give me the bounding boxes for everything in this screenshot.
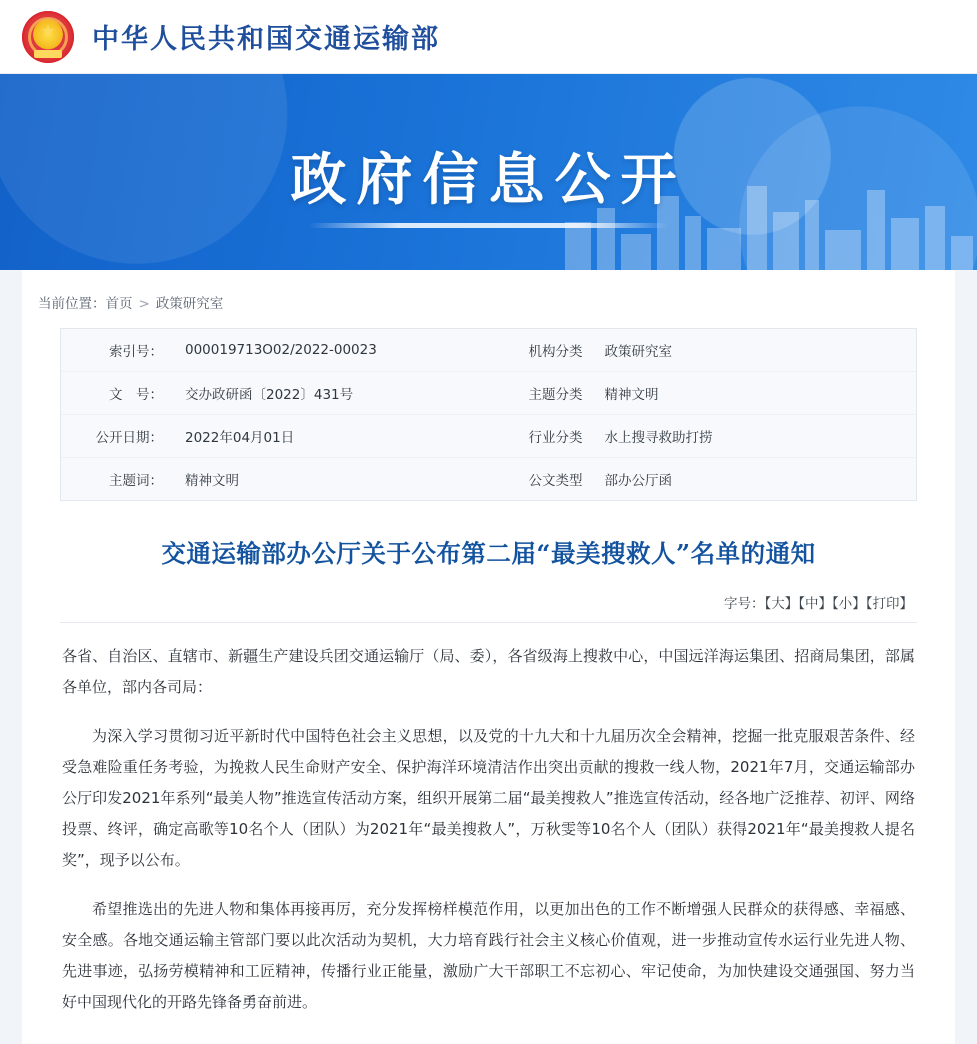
- document-meta-table: [60, 328, 917, 501]
- meta-label-doctype: 公文类型: [528, 473, 583, 489]
- fontsize-large-button[interactable]: 【大】: [764, 596, 799, 612]
- emblem-gear: [34, 50, 62, 58]
- print-button[interactable]: 【打印】: [865, 596, 913, 612]
- document-title: 交通运输部办公厅关于公布第二届“最美搜救人”名单的通知: [161, 539, 816, 568]
- ministry-name: 中华人民共和国交通运输部: [92, 24, 440, 55]
- breadcrumb-prefix: 当前位置：: [38, 296, 106, 312]
- meta-value-topic-class: 精神文明: [593, 372, 917, 415]
- national-emblem-icon: [22, 11, 74, 63]
- content-background: [0, 270, 977, 1044]
- meta-value-industry: 水上搜寻救助打捞: [593, 415, 917, 458]
- meta-label-keyword: 主题词：: [109, 473, 163, 489]
- breadcrumb-current: 政策研究室: [155, 296, 224, 312]
- meta-label-docnum: 文 号：: [61, 372, 173, 415]
- meta-value-index: 000019713O02/2022-00023: [173, 329, 497, 372]
- meta-value-docnum: 交办政研函〔2022〕431号: [173, 372, 497, 415]
- meta-value-doctype: 部办公厅函: [604, 473, 672, 489]
- fontsize-label: 字号：: [724, 596, 765, 612]
- meta-value-keyword: 精神文明: [185, 473, 239, 489]
- meta-label-org: 机构分类: [497, 329, 593, 372]
- meta-label-industry: 行业分类: [497, 415, 593, 458]
- content-divider: [60, 622, 917, 623]
- paragraph-body-1: 为深入学习贯彻习近平新时代中国特色社会主义思想，以及党的十九大和十九届历次全会精神，挖掘一批克服艰苦条件、经受急难险重任务考验，为挽救人民生命财产安全、保护海洋环境清洁作出突出贡献的搜救一线人物，2021年7月，交通运输部办公厅印发2021年系列“最美人物”推选宣传活动方案，组织开展第二届“最美搜救人”推选宣传活动，经各地广泛推荐、初评、网络投票、终评，确定高歌等10名个人（团队）为2021年“最美搜救人”，万秋雯等10名个人（团队）获得2021年“最美搜救人提名奖”，现予以公布。: [62, 727, 915, 869]
- page-banner: [0, 74, 977, 270]
- paragraph-body-2: 希望推选出的先进人物和集体再接再厉，充分发挥榜样模范作用，以更加出色的工作不断增强人民群众的获得感、幸福感、安全感。各地交通运输主管部门要以此次活动为契机，大力培育践行社会主义核心价值观，进一步推动宣传水运行业先进人物、先进事迹，弘扬劳模精神和工匠精神，传播行业正能量，激励广大干部职工不忘初心、牢记使命，为加快建设交通强国、努力当好中国现代化的开路先锋备勇奋前进。: [62, 900, 915, 1011]
- meta-label-publish-date: 公开日期：: [61, 415, 173, 458]
- meta-value-publish-date: 2022年04月01日: [173, 415, 497, 458]
- site-header: [0, 0, 977, 74]
- meta-value-org: 政策研究室: [593, 329, 917, 372]
- paragraph-salutation: 各省、自治区、直辖市、新疆生产建设兵团交通运输厅（局、委），各省级海上搜救中心，中国远洋海运集团、招商局集团，部属各单位，部内各司局：: [62, 647, 915, 696]
- breadcrumb-home-link[interactable]: 首页: [105, 296, 133, 312]
- meta-label-index: 索引号：: [61, 329, 173, 372]
- breadcrumb: [22, 270, 955, 328]
- fontsize-medium-button[interactable]: 【中】: [798, 596, 832, 612]
- document-body: [62, 641, 915, 1018]
- banner-underline: [309, 223, 669, 228]
- emblem-star: ★: [40, 21, 56, 42]
- banner-title: 政府信息公开: [290, 146, 687, 213]
- content-panel: [22, 270, 955, 1044]
- fontsize-small-button[interactable]: 【小】: [832, 596, 866, 612]
- meta-label-topic-class: 主题分类: [497, 372, 593, 415]
- breadcrumb-separator: >: [138, 296, 150, 312]
- fontsize-toolbar: [22, 592, 913, 612]
